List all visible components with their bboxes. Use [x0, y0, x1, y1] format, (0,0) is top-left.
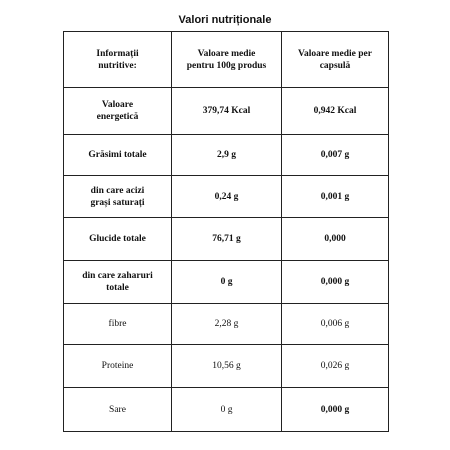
header-per-100g: Valoare medie pentru 100g produs: [172, 32, 282, 88]
table-row: [64, 135, 389, 176]
table-row: [64, 261, 389, 304]
row-label: fibre: [64, 304, 172, 345]
value-per-100g: 2,28 g: [172, 304, 282, 345]
value-per-100g: 0 g: [172, 388, 282, 432]
value-per-capsule: 0,006 g: [282, 304, 389, 345]
table-row: [64, 304, 389, 345]
table-row: [64, 218, 389, 261]
table-row: [64, 88, 389, 135]
value-per-100g: 2,9 g: [172, 135, 282, 176]
value-per-100g: 0,24 g: [172, 176, 282, 218]
row-label: Glucide totale: [64, 218, 172, 261]
header-per-capsule: Valoare medie per capsulă: [282, 32, 389, 88]
table-row: [64, 388, 389, 432]
row-label: Sare: [64, 388, 172, 432]
row-label: Valoare energetică: [64, 88, 172, 135]
value-per-capsule: 0,942 Kcal: [282, 88, 389, 135]
row-label: Proteine: [64, 345, 172, 388]
value-per-100g: 76,71 g: [172, 218, 282, 261]
table-row: [64, 345, 389, 388]
value-per-capsule: 0,000 g: [282, 261, 389, 304]
table-title: Valori nutriționale: [178, 14, 272, 26]
row-label: din care acizi grași saturați: [64, 176, 172, 218]
table-row: [64, 176, 389, 218]
value-per-capsule: 0,000 g: [282, 388, 389, 432]
value-per-capsule: 0,007 g: [282, 135, 389, 176]
nutrition-table: [63, 31, 389, 432]
value-per-100g: 10,56 g: [172, 345, 282, 388]
row-label: din care zaharuri totale: [64, 261, 172, 304]
header-info: Informații nutritive:: [64, 32, 172, 88]
value-per-capsule: 0,001 g: [282, 176, 389, 218]
row-label: Grăsimi totale: [64, 135, 172, 176]
header-row: [64, 32, 389, 88]
value-per-100g: 0 g: [172, 261, 282, 304]
value-per-100g: 379,74 Kcal: [172, 88, 282, 135]
value-per-capsule: 0,000: [282, 218, 389, 261]
value-per-capsule: 0,026 g: [282, 345, 389, 388]
